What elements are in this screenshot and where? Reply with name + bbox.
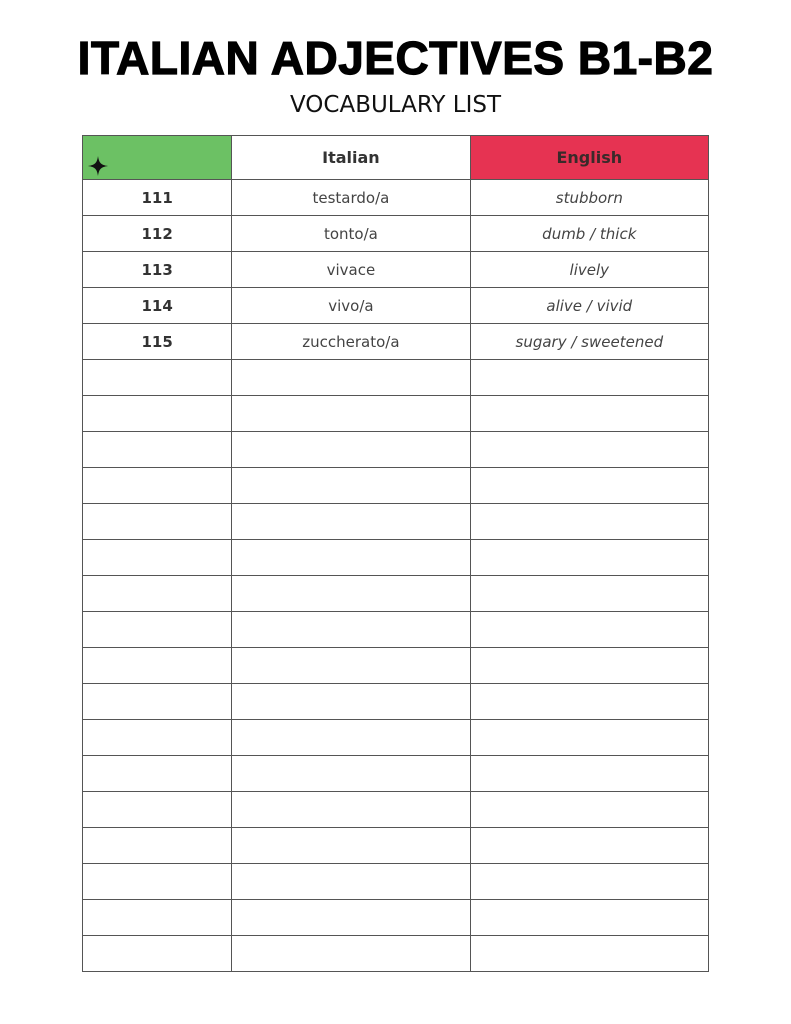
table-row <box>83 216 709 252</box>
row-number-empty <box>83 360 232 396</box>
empty-table-row <box>83 648 709 684</box>
page-title: ITALIAN ADJECTIVES B1-B2 <box>77 32 714 84</box>
english-translation-empty <box>470 756 708 792</box>
english-translation-empty <box>470 360 708 396</box>
table-body <box>83 180 709 972</box>
italian-word: vivo/a <box>232 288 470 324</box>
empty-table-row <box>83 468 709 504</box>
row-number-empty <box>83 432 232 468</box>
row-number: 112 <box>83 216 232 252</box>
row-number-empty <box>83 504 232 540</box>
vocabulary-table <box>82 135 709 972</box>
empty-table-row <box>83 576 709 612</box>
row-number-empty <box>83 576 232 612</box>
row-number-empty <box>83 936 232 972</box>
row-number-empty <box>83 900 232 936</box>
row-number-empty <box>83 684 232 720</box>
italian-word: testardo/a <box>232 180 470 216</box>
italian-word-empty <box>232 936 470 972</box>
empty-table-row <box>83 360 709 396</box>
empty-table-row <box>83 792 709 828</box>
english-translation-empty <box>470 396 708 432</box>
english-translation-empty <box>470 468 708 504</box>
english-translation-empty <box>470 720 708 756</box>
empty-table-row <box>83 540 709 576</box>
italian-word: tonto/a <box>232 216 470 252</box>
italian-word-empty <box>232 828 470 864</box>
empty-table-row <box>83 396 709 432</box>
empty-table-row <box>83 432 709 468</box>
empty-table-row <box>83 684 709 720</box>
empty-table-row <box>83 612 709 648</box>
english-translation-empty <box>470 612 708 648</box>
english-translation: stubborn <box>470 180 708 216</box>
english-translation-empty <box>470 504 708 540</box>
english-translation-empty <box>470 864 708 900</box>
english-translation-empty <box>470 792 708 828</box>
row-number: 114 <box>83 288 232 324</box>
english-translation-empty <box>470 828 708 864</box>
row-number-empty <box>83 468 232 504</box>
table-row <box>83 252 709 288</box>
row-number-empty <box>83 792 232 828</box>
empty-table-row <box>83 720 709 756</box>
table-header-row <box>83 136 709 180</box>
english-translation: lively <box>470 252 708 288</box>
empty-table-row <box>83 504 709 540</box>
italian-word-empty <box>232 648 470 684</box>
page-subtitle: VOCABULARY LIST <box>289 92 502 118</box>
row-number-empty <box>83 612 232 648</box>
number-column-header <box>83 136 232 180</box>
italian-word-empty <box>232 432 470 468</box>
row-number-empty <box>83 396 232 432</box>
italian-word-empty <box>232 540 470 576</box>
empty-table-row <box>83 864 709 900</box>
row-number-empty <box>83 720 232 756</box>
italian-word-empty <box>232 864 470 900</box>
english-translation: alive / vivid <box>470 288 708 324</box>
row-number-empty <box>83 756 232 792</box>
sparkle-star-icon <box>88 156 108 176</box>
italian-word-empty <box>232 792 470 828</box>
italian-word-empty <box>232 468 470 504</box>
row-number: 113 <box>83 252 232 288</box>
italian-word-empty <box>232 576 470 612</box>
table-row <box>83 288 709 324</box>
row-number: 111 <box>83 180 232 216</box>
empty-table-row <box>83 756 709 792</box>
italian-word-empty <box>232 360 470 396</box>
english-translation-empty <box>470 576 708 612</box>
table-row <box>83 324 709 360</box>
italian-word-empty <box>232 684 470 720</box>
english-translation-empty <box>470 684 708 720</box>
english-translation-empty <box>470 648 708 684</box>
row-number: 115 <box>83 324 232 360</box>
italian-word-empty <box>232 900 470 936</box>
english-column-header: English <box>470 136 708 180</box>
empty-table-row <box>83 828 709 864</box>
italian-word-empty <box>232 612 470 648</box>
english-translation-empty <box>470 936 708 972</box>
empty-table-row <box>83 900 709 936</box>
english-translation: sugary / sweetened <box>470 324 708 360</box>
empty-table-row <box>83 936 709 972</box>
italian-word: vivace <box>232 252 470 288</box>
italian-word-empty <box>232 396 470 432</box>
row-number-empty <box>83 864 232 900</box>
italian-word-empty <box>232 756 470 792</box>
english-translation-empty <box>470 540 708 576</box>
italian-word-empty <box>232 720 470 756</box>
table-row <box>83 180 709 216</box>
italian-word: zuccherato/a <box>232 324 470 360</box>
english-translation: dumb / thick <box>470 216 708 252</box>
italian-word-empty <box>232 504 470 540</box>
english-translation-empty <box>470 432 708 468</box>
italian-column-header: Italian <box>232 136 470 180</box>
row-number-empty <box>83 828 232 864</box>
row-number-empty <box>83 648 232 684</box>
english-translation-empty <box>470 900 708 936</box>
row-number-empty <box>83 540 232 576</box>
